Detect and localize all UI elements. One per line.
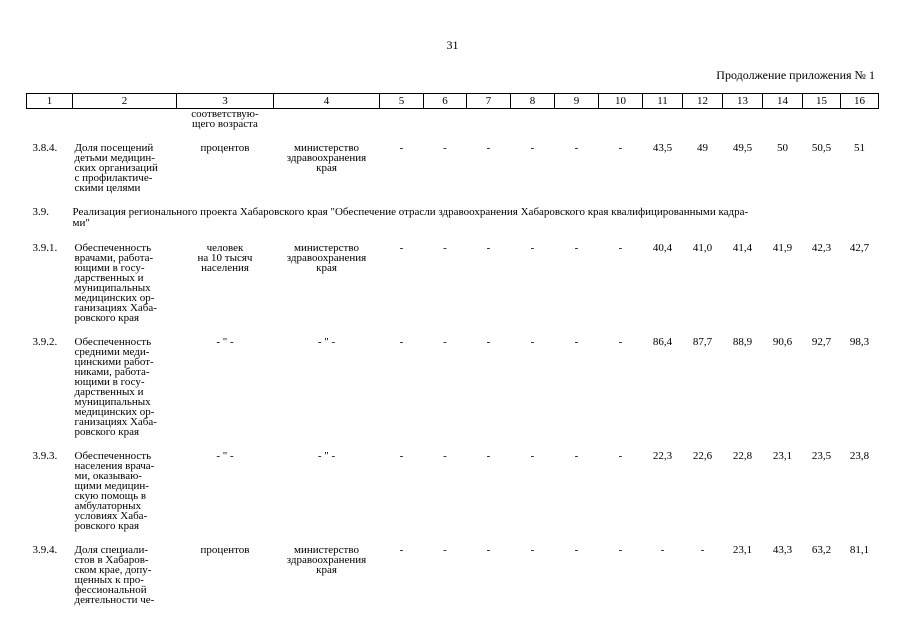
text-line: на 10 тысяч bbox=[197, 252, 253, 264]
value-cell: 41,0 bbox=[692, 242, 713, 254]
value-cell: - bbox=[443, 450, 447, 462]
column-header: 8 bbox=[511, 94, 555, 109]
unit bbox=[177, 545, 274, 605]
text-line: Обеспеченность bbox=[74, 336, 152, 348]
text-line: врачами, работа- bbox=[74, 252, 154, 264]
responsible-org bbox=[274, 337, 380, 437]
value-cell: 22,6 bbox=[692, 450, 713, 462]
value-cell: 92,7 bbox=[811, 336, 832, 348]
table-row bbox=[27, 243, 879, 323]
column-header: 7 bbox=[467, 94, 511, 109]
column-header: 16 bbox=[841, 94, 879, 109]
text-line: ганизациях Хаба- bbox=[74, 416, 157, 428]
column-header: 2 bbox=[73, 94, 177, 109]
value-cell: 41,4 bbox=[732, 242, 753, 254]
text-line: с профилактиче- bbox=[74, 172, 153, 184]
text-line: министерство bbox=[293, 242, 359, 254]
responsible-org bbox=[274, 545, 380, 605]
column-header: 14 bbox=[763, 94, 803, 109]
column-header: 15 bbox=[803, 94, 841, 109]
text-line: - " - bbox=[216, 336, 234, 348]
value-cell: - bbox=[574, 450, 579, 462]
value-cell: 22,3 bbox=[652, 450, 673, 462]
value-cell: 81,1 bbox=[849, 544, 870, 556]
value-cell: 50,5 bbox=[811, 142, 832, 154]
value-cell: 23,1 bbox=[772, 450, 793, 462]
value-cell: - bbox=[618, 544, 623, 556]
value-cell: 43,5 bbox=[652, 142, 673, 154]
value-cell: 90,6 bbox=[772, 336, 793, 348]
value-cell: - bbox=[443, 336, 447, 348]
text-line: человек bbox=[206, 242, 244, 254]
row-number: 3.8.4. bbox=[32, 142, 58, 154]
value-cell: 42,7 bbox=[849, 242, 870, 254]
continuation-note: Продолжение приложения № 1 bbox=[716, 68, 875, 82]
text-line: соответствую- bbox=[191, 108, 259, 120]
row-number: 3.9.2. bbox=[32, 336, 58, 348]
value-cell: - bbox=[574, 544, 579, 556]
value-cell: - bbox=[399, 142, 404, 154]
value-cell: 49,5 bbox=[732, 142, 753, 154]
column-header: 10 bbox=[599, 94, 643, 109]
indicator-name bbox=[73, 243, 177, 323]
text-line: муниципальных bbox=[74, 396, 151, 408]
unit bbox=[177, 451, 274, 531]
value-cell: - bbox=[530, 450, 535, 462]
value-cell: 87,7 bbox=[692, 336, 713, 348]
column-header: 6 bbox=[424, 94, 467, 109]
value-cell: 40,4 bbox=[652, 242, 673, 254]
value-cell: - bbox=[486, 336, 491, 348]
indicator-name bbox=[73, 451, 177, 531]
value-cell: - bbox=[399, 544, 404, 556]
text-line: - " - bbox=[216, 450, 234, 462]
text-line: ровского края bbox=[74, 520, 140, 532]
text-line: ровского края bbox=[74, 312, 140, 324]
value-cell: 41,9 bbox=[772, 242, 793, 254]
text-line: щенных к про- bbox=[74, 574, 144, 586]
text-line: здравоохранения bbox=[286, 252, 367, 264]
table-row bbox=[27, 451, 879, 531]
text-line: здравоохранения bbox=[286, 152, 367, 164]
table-row bbox=[27, 337, 879, 437]
text-line: медицинских ор- bbox=[74, 292, 155, 304]
text-line: щего возраста bbox=[192, 118, 258, 130]
unit bbox=[177, 337, 274, 437]
indicators-table bbox=[26, 93, 879, 605]
value-cell: - bbox=[530, 544, 535, 556]
value-cell: - bbox=[486, 242, 491, 254]
text-line: скую помощь в bbox=[74, 490, 147, 502]
text-line: Обеспеченность bbox=[74, 450, 152, 462]
value-cell: - bbox=[574, 242, 579, 254]
value-cell: - bbox=[618, 242, 623, 254]
text-line: населения врача- bbox=[74, 460, 155, 472]
value-cell: 23,1 bbox=[732, 544, 753, 556]
text-line: скими целями bbox=[74, 182, 141, 194]
value-cell: - bbox=[574, 336, 579, 348]
section-row bbox=[27, 207, 879, 229]
responsible-org bbox=[274, 451, 380, 531]
value-cell: 88,9 bbox=[732, 336, 753, 348]
value-cell: - bbox=[700, 544, 705, 556]
text-line: ском крае, допу- bbox=[74, 564, 152, 576]
responsible-org bbox=[274, 243, 380, 323]
text-line: процентов bbox=[200, 142, 250, 154]
value-cell: - bbox=[574, 142, 579, 154]
value-cell: - bbox=[618, 336, 623, 348]
value-cell: - bbox=[618, 142, 623, 154]
column-header: 12 bbox=[683, 94, 723, 109]
value-cell: 63,2 bbox=[811, 544, 832, 556]
text-line: деятельности че- bbox=[74, 594, 155, 606]
unit bbox=[177, 143, 274, 193]
responsible-org bbox=[274, 143, 380, 193]
text-line: ских организаций bbox=[74, 162, 158, 174]
text-line: медицинских ор- bbox=[74, 406, 155, 418]
value-cell: - bbox=[618, 450, 623, 462]
value-cell: 49 bbox=[697, 142, 708, 154]
text-line: муниципальных bbox=[74, 282, 151, 294]
value-cell: - bbox=[399, 336, 404, 348]
value-cell: - bbox=[530, 242, 535, 254]
text-line: министерство bbox=[293, 544, 359, 556]
text-line: Доля специали- bbox=[74, 544, 149, 556]
value-cell: - bbox=[530, 142, 535, 154]
indicator-name bbox=[73, 143, 177, 193]
value-cell: 43,3 bbox=[772, 544, 793, 556]
text-line: детьми медицин- bbox=[74, 152, 155, 164]
section-title bbox=[73, 207, 879, 229]
text-line: - " - bbox=[317, 336, 336, 348]
text-line: края bbox=[316, 162, 337, 174]
text-line: дарственных и bbox=[74, 386, 144, 398]
value-cell: - bbox=[660, 544, 665, 556]
text-line: министерство bbox=[293, 142, 359, 154]
text-line: условиях Хаба- bbox=[74, 510, 148, 522]
value-cell: 98,3 bbox=[849, 336, 870, 348]
value-cell: - bbox=[399, 450, 404, 462]
text-line: - " - bbox=[317, 450, 336, 462]
value-cell: 86,4 bbox=[652, 336, 673, 348]
text-line: здравоохранения bbox=[286, 554, 367, 566]
text-line: фессиональной bbox=[74, 584, 147, 596]
text-line: края bbox=[316, 262, 337, 274]
value-cell: 22,8 bbox=[732, 450, 753, 462]
indicator-name bbox=[73, 545, 177, 605]
column-header: 11 bbox=[643, 94, 683, 109]
text-line: цинскими работ- bbox=[74, 356, 154, 368]
table-row bbox=[27, 545, 879, 605]
text-line: процентов bbox=[200, 544, 250, 556]
text-line: средними меди- bbox=[74, 346, 150, 358]
value-cell: 23,8 bbox=[849, 450, 870, 462]
text-line: ровского края bbox=[74, 426, 140, 438]
value-cell: - bbox=[530, 336, 535, 348]
text-line: края bbox=[316, 564, 337, 576]
text-line: никами, работа- bbox=[74, 366, 150, 378]
value-cell: - bbox=[443, 242, 447, 254]
text-line: дарственных и bbox=[74, 272, 144, 284]
page-number: 31 bbox=[446, 38, 459, 52]
text-line: ющими в госу- bbox=[74, 262, 145, 274]
row-number: 3.9.1. bbox=[32, 242, 58, 254]
unit bbox=[177, 243, 274, 323]
text-line: Доля посещений bbox=[74, 142, 154, 154]
text-line: щими медицин- bbox=[74, 480, 149, 492]
column-header: 5 bbox=[380, 94, 424, 109]
row-number: 3.9.3. bbox=[32, 450, 58, 462]
value-cell: - bbox=[399, 242, 404, 254]
text-line: ми" bbox=[72, 217, 90, 229]
value-cell: - bbox=[443, 142, 447, 154]
carryover-row bbox=[27, 109, 879, 130]
column-header: 1 bbox=[27, 94, 73, 109]
value-cell: - bbox=[486, 450, 491, 462]
value-cell: 23,5 bbox=[811, 450, 832, 462]
column-header: 3 bbox=[177, 94, 274, 109]
text-line: стов в Хабаров- bbox=[74, 554, 149, 566]
text-line: населения bbox=[201, 262, 249, 274]
indicator-name bbox=[73, 337, 177, 437]
value-cell: - bbox=[486, 142, 491, 154]
text-line: Реализация регионального проекта Хабаровского края "Обеспечение отрасли здравоохранения Хабаровского края квалифицированными кадра- bbox=[72, 206, 749, 218]
column-header: 9 bbox=[555, 94, 599, 109]
text-line: ми, оказываю- bbox=[74, 470, 142, 482]
value-cell: 51 bbox=[854, 142, 865, 154]
text-line: амбулаторных bbox=[74, 500, 142, 512]
value-cell: 50 bbox=[777, 142, 788, 154]
table-row bbox=[27, 143, 879, 193]
column-header: 13 bbox=[723, 94, 763, 109]
value-cell: 42,3 bbox=[811, 242, 832, 254]
value-cell: - bbox=[443, 544, 447, 556]
column-header: 4 bbox=[274, 94, 380, 109]
section-number: 3.9. bbox=[32, 206, 49, 218]
value-cell: - bbox=[486, 544, 491, 556]
header-row bbox=[27, 94, 879, 109]
carryover-text bbox=[177, 109, 274, 130]
text-line: ганизациях Хаба- bbox=[74, 302, 157, 314]
text-line: ющими в госу- bbox=[74, 376, 145, 388]
row-number: 3.9.4. bbox=[32, 544, 58, 556]
text-line: Обеспеченность bbox=[74, 242, 152, 254]
